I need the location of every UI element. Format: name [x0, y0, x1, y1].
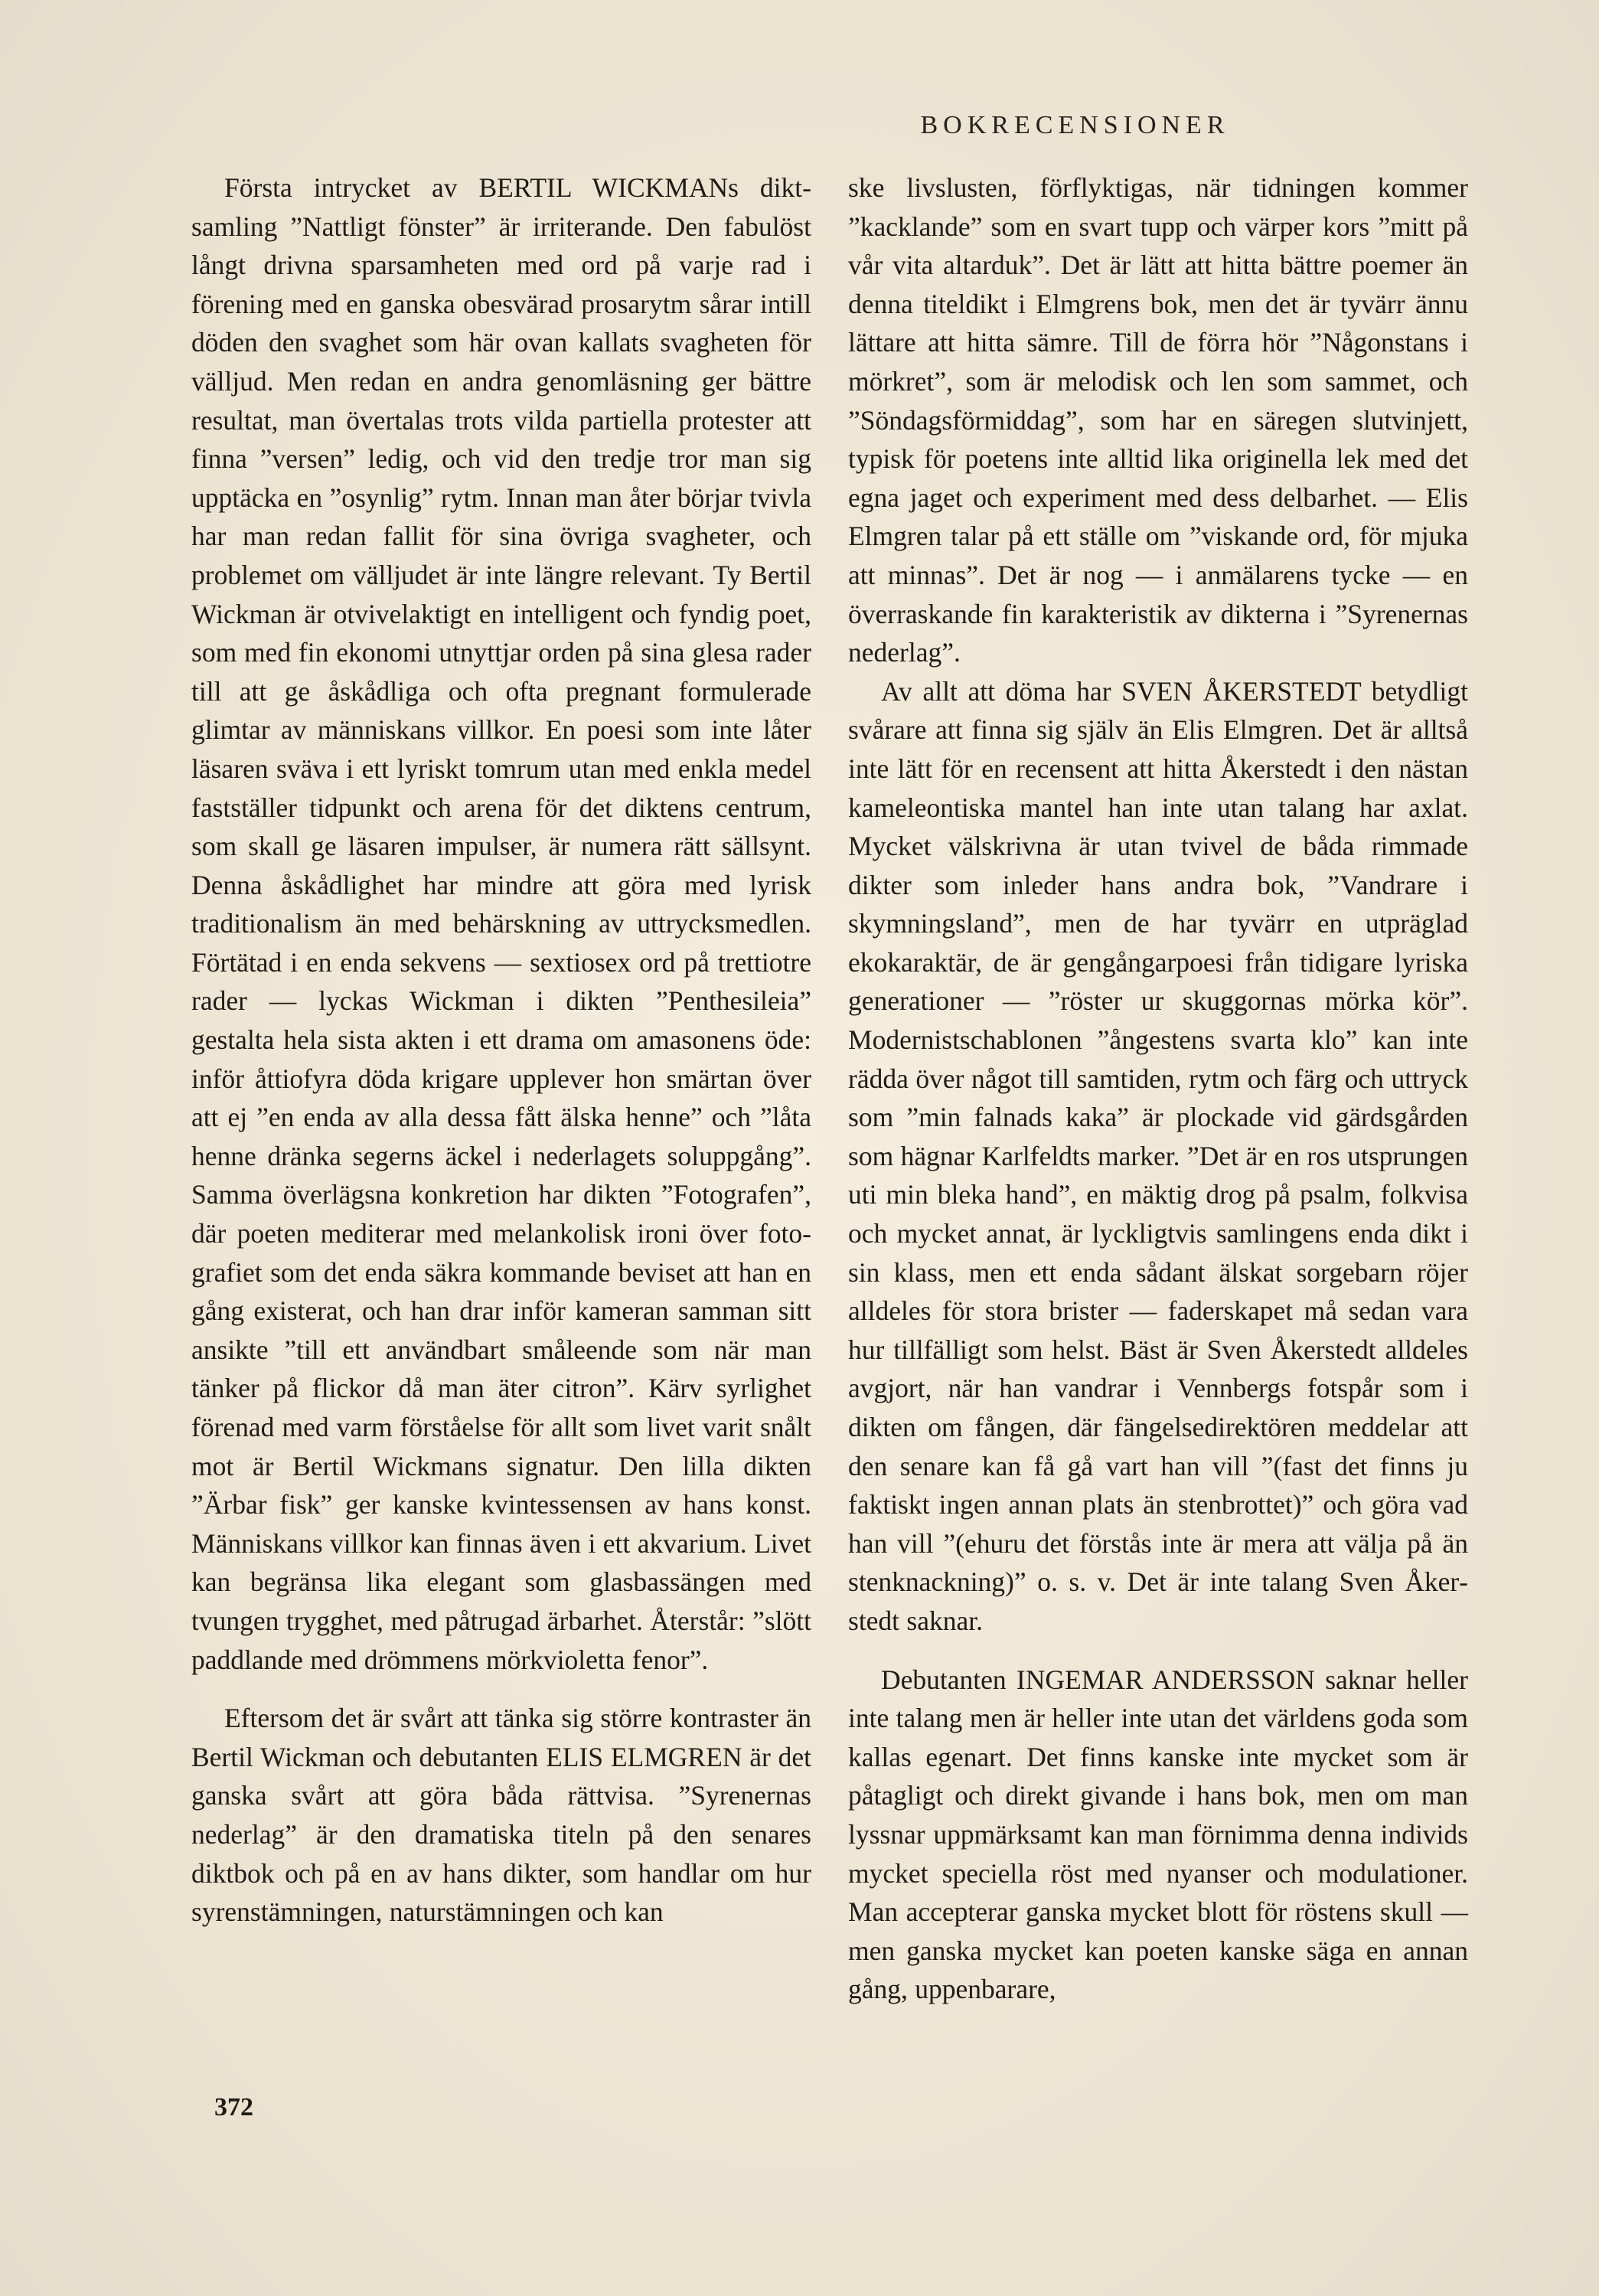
review-paragraph-akerstedt: Av allt att döma har SVEN ÅKERSTEDT betydligt svårare att finna sig själv än Elis Elmgren. Det är alltså inte lätt för en recensent att hitta Åkerstedt i den nästan kameleontiska mantel han inte utan talang har axlat. Mycket välskrivna är utan tvivel de båda rimmade dikter som inleder hans andra bok, ”Vandrare i skymningsland”, men de har tyvärr en utpräglad ekokaraktär, de är gengångarpoesi från tidigare lyriska generationer — ”röster ur skuggornas mörka kör”. Modernistschablonen ”ångestens svarta klo” kan inte rädda över något till samtiden, rytm och färg och uttryck som ”min falnads kaka” är plockade vid gärdsgården som hägnar Karlfeldts marker. ”Det är en ros utsprungen uti min bleka hand”, en mäktig drog på psalm, folkvisa och mycket annat, är lyckligtvis samlingens enda dikt i sin klass, men ett enda sådant älskat sorgebarn röjer alldeles för stora brister — faderskapet må sedan vara hur tillfälligt som helst. Bäst är Sven Åkerstedt alldeles avgjort, när han vandrar i Vennbergs fotspår som i dikten om fången, där fängelsedirektören meddelar att den senare kan få gå vart han vill ”(fast det finns ju faktiskt ingen annan plats än stenbrottet)” och göra vad han vill ”(ehuru det förstås inte är mera att välja på än stenknackning)” o. s. v. Det är inte talang Sven Åkerstedt saknar. [848, 675, 1468, 1636]
review-paragraph-wickman: Första intrycket av BERTIL WICKMANs diktsamling ”Nattligt fönster” är irriterande. Den fabulöst långt drivna sparsamheten med ord på varje rad i förening med en ganska obesvärad prosarytm sårar intill döden den svaghet som här ovan kallats svagheten för välljud. Men redan en andra genomläsning ger bättre resultat, man övertalas trots vilda partiella protester att finna ”versen” ledig, och vid den tredje tror man sig upptäcka en ”osynlig” rytm. Innan man åter börjar tvivla har man redan fallit för sina övriga svagheter, och problemet om välljudet är inte längre relevant. Ty Bertil Wickman är otvivelaktigt en intelligent och fyndig poet, som med fin ekonomi utnyttjar orden på sina glesa rader till att ge åskådliga och ofta pregnant formulerade glimtar av människans villkor. En poesi som inte låter läsaren sväva i ett lyriskt tomrum utan med enkla medel fastställer tidpunkt och arena för det diktens centrum, som skall ge läsaren impulser, är numera rätt sällsynt. Denna åskådlighet har mindre att göra med lyrisk traditionalism än med behärskning av uttrycksmedlen. Förtätad i en enda sekvens — sextiosex ord på trettiotre rader — lyckas Wickman i dikten ”Penthesileia” gestalta hela sista akten i ett drama om amasonens öde: inför åttiofyra döda krigare upplever hon smärtan över att ej ”en enda av alla dessa fått älska henne” och ”låta henne dränka segerns äckel i nederlagets soluppgång”. Samma överlägsna konkretion har dikten ”Fotografen”, där poeten mediterar med melankolisk ironi över fotografiet som det enda säkra kommande beviset att han en gång existerat, och han drar inför kameran samman sitt ansikte ”till ett användbart småleende som när man tänker på flickor då man äter citron”. Kärv syrlighet förenad med varm förståelse för allt som livet varit snålt mot är Bertil Wickmans signatur. Den lilla dikten ”Ärbar fisk” ger kanske kvintessensen av hans konst. Människans villkor kan finnas även i ett akvarium. Livet kan begränsa lika elegant som glasbassängen med tvungen trygghet, med påtrugad ärbarhet. Återstår: ”slött paddlande med drömmens mörkvioletta fenor”. [191, 172, 811, 1675]
right-column [848, 168, 1468, 2009]
page-number: 372 [214, 2093, 253, 2121]
review-paragraph-elmgren-start: Eftersom det är svårt att tänka sig större kontraster än Bertil Wickman och debutanten ELIS ELMGREN är det ganska svårt att göra båda rättvisa. ”Syrenernas nederlag” är den dramatiska titeln på den senares diktbok och på en av hans dikter, som handlar om hur syrenstämningen, naturstämningen och kan [191, 1703, 811, 1928]
left-column [191, 168, 811, 1932]
running-header: BOKRECENSIONER [920, 111, 1230, 139]
review-paragraph-andersson: Debutanten INGEMAR ANDERSSON saknar heller inte talang men är heller inte utan det världens goda som kallas egenart. Det finns kanske inte mycket som är påtagligt och direkt givande i hans bok, men om man lyssnar uppmärksamt kan man förnimma denna individs mycket speciella röst med nyanser och modulationer. Man accepterar ganska mycket blott för röstens skull — men ganska mycket kan poeten kanske säga en annan gång, uppenbarare, [848, 1664, 1468, 2005]
review-paragraph-elmgren-continued: ske livslusten, förflyktigas, när tidningen kommer ”kacklande” som en svart tupp och värper kors ”mitt på vår vita altarduk”. Det är lätt att hitta bättre poemer än denna titeldikt i Elmgrens bok, men det är tyvärr ännu lättare att hitta sämre. Till de förra hör ”Någonstans i mörkret”, som är melodisk och len som sammet, och ”Söndagsförmiddag”, som har en säregen slutvinjett, typisk för poetens inte alltid lika originella lek med det egna jaget och experiment med dess delbarhet. — Elis Elmgren talar på ett ställe om ”viskande ord, för mjuka att minnas”. Det är nog — i anmälarens tycke — en överraskande fin karakteristik av dikterna i ”Syrenernas nederlag”. [848, 172, 1468, 668]
